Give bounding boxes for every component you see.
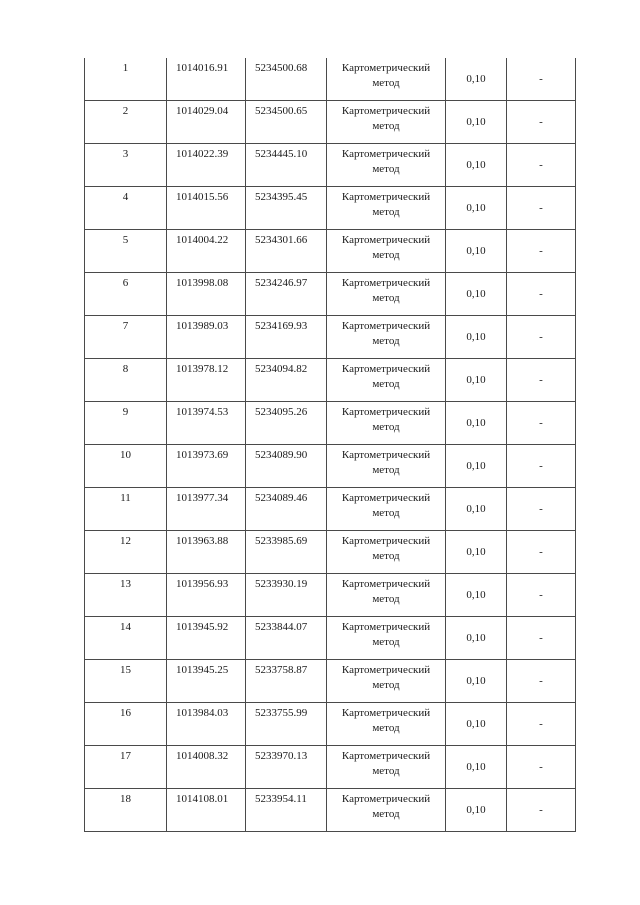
y-coordinate-cell-text: 5234089.90	[255, 449, 308, 461]
x-coordinate-cell-text: 1014008.32	[176, 750, 229, 762]
accuracy-cell-text: 0,10	[466, 632, 486, 644]
method-cell	[327, 660, 446, 703]
method-cell	[327, 402, 446, 445]
accuracy-cell-text: 0,10	[466, 503, 486, 515]
method-cell	[327, 144, 446, 187]
table-row	[85, 58, 576, 101]
accuracy-cell-text: 0,10	[466, 202, 486, 214]
y-coordinate-cell	[246, 445, 327, 488]
table-row	[85, 789, 576, 832]
x-coordinate-cell-text: 1013973.69	[176, 449, 229, 461]
accuracy-cell	[446, 187, 507, 230]
note-cell	[507, 660, 576, 703]
x-coordinate-cell-text: 1013977.34	[176, 492, 229, 504]
method-cell-text: Картометрический метод	[341, 492, 431, 519]
accuracy-cell	[446, 144, 507, 187]
y-coordinate-cell-text: 5233970.13	[255, 750, 308, 762]
note-cell	[507, 746, 576, 789]
accuracy-cell	[446, 746, 507, 789]
accuracy-cell-text: 0,10	[466, 718, 486, 730]
x-coordinate-cell-text: 1013984.03	[176, 707, 229, 719]
method-cell-text: Картометрический метод	[341, 406, 431, 433]
accuracy-cell	[446, 101, 507, 144]
accuracy-cell-text: 0,10	[466, 460, 486, 472]
point-number-cell	[85, 660, 167, 703]
accuracy-cell	[446, 230, 507, 273]
method-cell	[327, 703, 446, 746]
note-cell-text: -	[539, 675, 543, 687]
table-row	[85, 617, 576, 660]
table-row	[85, 359, 576, 402]
note-cell	[507, 101, 576, 144]
method-cell-text: Картометрический метод	[341, 363, 431, 390]
accuracy-cell-text: 0,10	[466, 546, 486, 558]
point-number-cell-text: 1	[122, 62, 129, 74]
x-coordinate-cell-text: 1014029.04	[176, 105, 229, 117]
method-cell	[327, 746, 446, 789]
accuracy-cell	[446, 703, 507, 746]
x-coordinate-cell-text: 1013945.25	[176, 664, 229, 676]
note-cell-text: -	[539, 116, 543, 128]
note-cell	[507, 574, 576, 617]
point-number-cell	[85, 402, 167, 445]
note-cell	[507, 531, 576, 574]
y-coordinate-cell-text: 5234301.66	[255, 234, 308, 246]
method-cell-text: Картометрический метод	[341, 105, 431, 132]
x-coordinate-cell	[167, 230, 246, 273]
note-cell-text: -	[539, 159, 543, 171]
method-cell-text: Картометрический метод	[341, 449, 431, 476]
point-number-cell	[85, 101, 167, 144]
accuracy-cell-text: 0,10	[466, 417, 486, 429]
point-number-cell-text: 18	[120, 793, 131, 805]
x-coordinate-cell-text: 1013978.12	[176, 363, 229, 375]
table-row	[85, 402, 576, 445]
x-coordinate-cell-text: 1013989.03	[176, 320, 229, 332]
point-number-cell-text: 8	[122, 363, 129, 375]
note-cell	[507, 445, 576, 488]
x-coordinate-cell-text: 1013963.88	[176, 535, 229, 547]
y-coordinate-cell-text: 5234445.10	[255, 148, 308, 160]
accuracy-cell	[446, 58, 507, 101]
table-row	[85, 144, 576, 187]
x-coordinate-cell	[167, 488, 246, 531]
method-cell	[327, 488, 446, 531]
note-cell	[507, 58, 576, 101]
point-number-cell	[85, 187, 167, 230]
note-cell	[507, 230, 576, 273]
x-coordinate-cell	[167, 359, 246, 402]
note-cell-text: -	[539, 331, 543, 343]
method-cell	[327, 58, 446, 101]
point-number-cell	[85, 144, 167, 187]
table-row	[85, 660, 576, 703]
accuracy-cell	[446, 531, 507, 574]
method-cell	[327, 187, 446, 230]
method-cell	[327, 789, 446, 832]
accuracy-cell-text: 0,10	[466, 374, 486, 386]
y-coordinate-cell-text: 5234500.65	[255, 105, 308, 117]
y-coordinate-cell	[246, 660, 327, 703]
note-cell	[507, 703, 576, 746]
point-number-cell-text: 13	[120, 578, 131, 590]
y-coordinate-cell	[246, 617, 327, 660]
accuracy-cell-text: 0,10	[466, 73, 486, 85]
method-cell-text: Картометрический метод	[341, 664, 431, 691]
y-coordinate-cell	[246, 58, 327, 101]
accuracy-cell-text: 0,10	[466, 761, 486, 773]
table-row	[85, 574, 576, 617]
y-coordinate-cell	[246, 144, 327, 187]
note-cell-text: -	[539, 288, 543, 300]
y-coordinate-cell	[246, 101, 327, 144]
y-coordinate-cell	[246, 316, 327, 359]
note-cell	[507, 402, 576, 445]
point-number-cell-text: 11	[120, 492, 131, 504]
x-coordinate-cell	[167, 187, 246, 230]
coordinates-table-body	[85, 58, 576, 832]
x-coordinate-cell-text: 1013998.08	[176, 277, 229, 289]
table-row	[85, 445, 576, 488]
point-number-cell	[85, 273, 167, 316]
note-cell-text: -	[539, 761, 543, 773]
note-cell	[507, 273, 576, 316]
point-number-cell	[85, 703, 167, 746]
accuracy-cell-text: 0,10	[466, 804, 486, 816]
table-row	[85, 230, 576, 273]
x-coordinate-cell	[167, 101, 246, 144]
x-coordinate-cell	[167, 574, 246, 617]
note-cell-text: -	[539, 718, 543, 730]
note-cell	[507, 316, 576, 359]
point-number-cell-text: 14	[120, 621, 131, 633]
y-coordinate-cell	[246, 273, 327, 316]
note-cell-text: -	[539, 460, 543, 472]
y-coordinate-cell-text: 5234395.45	[255, 191, 308, 203]
method-cell	[327, 617, 446, 660]
y-coordinate-cell	[246, 746, 327, 789]
method-cell	[327, 531, 446, 574]
y-coordinate-cell	[246, 359, 327, 402]
method-cell-text: Картометрический метод	[341, 621, 431, 648]
point-number-cell	[85, 359, 167, 402]
method-cell	[327, 101, 446, 144]
point-number-cell-text: 4	[122, 191, 129, 203]
y-coordinate-cell-text: 5233954.11	[255, 793, 307, 805]
method-cell	[327, 316, 446, 359]
method-cell-text: Картометрический метод	[341, 578, 431, 605]
x-coordinate-cell-text: 1013974.53	[176, 406, 229, 418]
point-number-cell-text: 2	[122, 105, 129, 117]
method-cell	[327, 574, 446, 617]
x-coordinate-cell	[167, 531, 246, 574]
accuracy-cell	[446, 359, 507, 402]
note-cell-text: -	[539, 245, 543, 257]
note-cell-text: -	[539, 632, 543, 644]
table-row	[85, 101, 576, 144]
y-coordinate-cell-text: 5233755.99	[255, 707, 308, 719]
x-coordinate-cell	[167, 316, 246, 359]
method-cell	[327, 230, 446, 273]
method-cell-text: Картометрический метод	[341, 535, 431, 562]
accuracy-cell	[446, 488, 507, 531]
x-coordinate-cell-text: 1014022.39	[176, 148, 229, 160]
y-coordinate-cell	[246, 187, 327, 230]
point-number-cell-text: 7	[122, 320, 129, 332]
point-number-cell	[85, 316, 167, 359]
note-cell-text: -	[539, 417, 543, 429]
accuracy-cell	[446, 617, 507, 660]
note-cell-text: -	[539, 73, 543, 85]
y-coordinate-cell-text: 5233844.07	[255, 621, 308, 633]
point-number-cell-text: 6	[122, 277, 129, 289]
table-row	[85, 703, 576, 746]
note-cell-text: -	[539, 804, 543, 816]
x-coordinate-cell	[167, 58, 246, 101]
x-coordinate-cell-text: 1013956.93	[176, 578, 229, 590]
y-coordinate-cell	[246, 230, 327, 273]
method-cell-text: Картометрический метод	[341, 750, 431, 777]
method-cell-text: Картометрический метод	[341, 191, 431, 218]
y-coordinate-cell-text: 5233985.69	[255, 535, 308, 547]
method-cell-text: Картометрический метод	[341, 793, 431, 820]
accuracy-cell-text: 0,10	[466, 245, 486, 257]
y-coordinate-cell-text: 5233930.19	[255, 578, 308, 590]
point-number-cell	[85, 574, 167, 617]
point-number-cell	[85, 746, 167, 789]
accuracy-cell	[446, 273, 507, 316]
y-coordinate-cell	[246, 574, 327, 617]
x-coordinate-cell	[167, 703, 246, 746]
accuracy-cell	[446, 789, 507, 832]
y-coordinate-cell	[246, 402, 327, 445]
point-number-cell-text: 15	[120, 664, 131, 676]
x-coordinate-cell	[167, 144, 246, 187]
table-row	[85, 488, 576, 531]
note-cell-text: -	[539, 202, 543, 214]
note-cell-text: -	[539, 374, 543, 386]
y-coordinate-cell	[246, 789, 327, 832]
table-row	[85, 746, 576, 789]
note-cell	[507, 359, 576, 402]
coordinates-table	[84, 58, 576, 832]
point-number-cell	[85, 617, 167, 660]
note-cell	[507, 187, 576, 230]
x-coordinate-cell	[167, 273, 246, 316]
method-cell-text: Картометрический метод	[341, 277, 431, 304]
y-coordinate-cell	[246, 703, 327, 746]
method-cell-text: Картометрический метод	[341, 148, 431, 175]
y-coordinate-cell-text: 5234095.26	[255, 406, 308, 418]
x-coordinate-cell-text: 1014004.22	[176, 234, 229, 246]
note-cell	[507, 488, 576, 531]
accuracy-cell	[446, 445, 507, 488]
point-number-cell-text: 3	[122, 148, 129, 160]
point-number-cell-text: 16	[120, 707, 131, 719]
accuracy-cell	[446, 402, 507, 445]
table-row	[85, 187, 576, 230]
point-number-cell-text: 10	[120, 449, 131, 461]
y-coordinate-cell-text: 5233758.87	[255, 664, 308, 676]
accuracy-cell-text: 0,10	[466, 116, 486, 128]
y-coordinate-cell	[246, 531, 327, 574]
accuracy-cell-text: 0,10	[466, 159, 486, 171]
x-coordinate-cell-text: 1014108.01	[176, 793, 229, 805]
point-number-cell-text: 17	[120, 750, 131, 762]
note-cell	[507, 789, 576, 832]
point-number-cell	[85, 488, 167, 531]
x-coordinate-cell	[167, 746, 246, 789]
x-coordinate-cell	[167, 617, 246, 660]
y-coordinate-cell-text: 5234246.97	[255, 277, 308, 289]
accuracy-cell-text: 0,10	[466, 589, 486, 601]
y-coordinate-cell-text: 5234089.46	[255, 492, 308, 504]
method-cell	[327, 359, 446, 402]
table-row	[85, 316, 576, 359]
note-cell-text: -	[539, 546, 543, 558]
point-number-cell	[85, 531, 167, 574]
method-cell-text: Картометрический метод	[341, 62, 431, 89]
accuracy-cell-text: 0,10	[466, 288, 486, 300]
accuracy-cell	[446, 574, 507, 617]
x-coordinate-cell-text: 1014015.56	[176, 191, 229, 203]
point-number-cell-text: 12	[120, 535, 131, 547]
method-cell	[327, 445, 446, 488]
point-number-cell	[85, 230, 167, 273]
method-cell-text: Картометрический метод	[341, 707, 431, 734]
accuracy-cell-text: 0,10	[466, 331, 486, 343]
point-number-cell	[85, 445, 167, 488]
accuracy-cell	[446, 660, 507, 703]
x-coordinate-cell	[167, 445, 246, 488]
note-cell-text: -	[539, 503, 543, 515]
y-coordinate-cell-text: 5234094.82	[255, 363, 308, 375]
y-coordinate-cell-text: 5234500.68	[255, 62, 308, 74]
x-coordinate-cell	[167, 402, 246, 445]
y-coordinate-cell	[246, 488, 327, 531]
point-number-cell	[85, 58, 167, 101]
y-coordinate-cell-text: 5234169.93	[255, 320, 308, 332]
x-coordinate-cell-text: 1014016.91	[176, 62, 229, 74]
x-coordinate-cell-text: 1013945.92	[176, 621, 229, 633]
point-number-cell-text: 5	[122, 234, 129, 246]
note-cell	[507, 144, 576, 187]
accuracy-cell-text: 0,10	[466, 675, 486, 687]
method-cell	[327, 273, 446, 316]
table-row	[85, 531, 576, 574]
x-coordinate-cell	[167, 789, 246, 832]
x-coordinate-cell	[167, 660, 246, 703]
method-cell-text: Картометрический метод	[341, 320, 431, 347]
note-cell-text: -	[539, 589, 543, 601]
point-number-cell-text: 9	[122, 406, 129, 418]
note-cell	[507, 617, 576, 660]
table-row	[85, 273, 576, 316]
method-cell-text: Картометрический метод	[341, 234, 431, 261]
accuracy-cell	[446, 316, 507, 359]
point-number-cell	[85, 789, 167, 832]
